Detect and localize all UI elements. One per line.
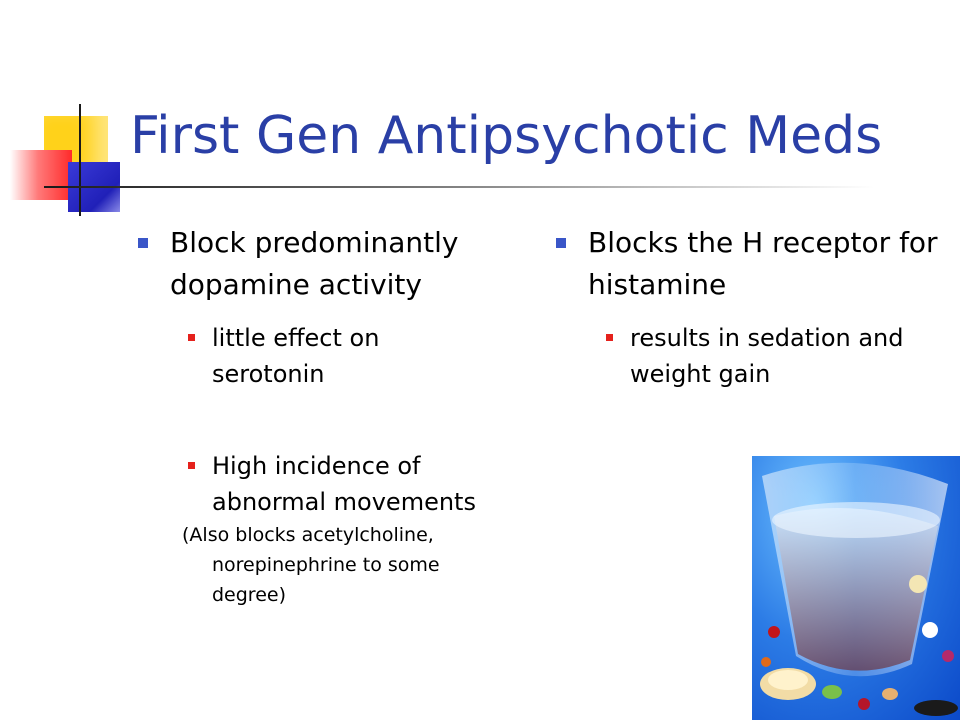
small-square-bullet-icon: [188, 334, 195, 341]
title-underline: [44, 186, 874, 188]
left-sub-bullet-text: High incidence of abnormal movements: [212, 452, 476, 516]
pill: [822, 685, 842, 699]
pill: [909, 575, 927, 593]
square-bullet-icon: [556, 238, 566, 248]
deco-red-square: [10, 150, 72, 200]
right-column: [548, 222, 948, 392]
left-sub-bullet: [130, 320, 490, 392]
pills-glass-illustration: [752, 456, 960, 720]
deco-vertical-line: [79, 104, 81, 216]
pill: [942, 650, 954, 662]
right-main-bullet-text: Blocks the H receptor for histamine: [588, 226, 938, 301]
pills-glass-photo: [752, 456, 960, 720]
pill: [922, 622, 938, 638]
right-sub-bullet: [548, 320, 948, 392]
small-square-bullet-icon: [606, 334, 613, 341]
left-sub-bullet-text: little effect on serotonin: [212, 324, 380, 388]
left-sub-bullet: [130, 448, 490, 520]
pill: [768, 670, 808, 690]
left-main-bullet-text: Block predominantly dopamine activity: [170, 226, 459, 301]
capsule: [914, 700, 958, 716]
pill: [761, 657, 771, 667]
left-main-bullet: [130, 222, 490, 306]
note-line: (Also blocks acetylcholine,: [182, 524, 434, 546]
pill: [882, 688, 898, 700]
pill: [768, 626, 780, 638]
note-line: degree): [212, 584, 286, 606]
right-sub-bullet-text: results in sedation and weight gain: [630, 324, 904, 388]
left-column: [130, 222, 490, 610]
note-line: norepinephrine to some: [212, 554, 440, 576]
left-note: [130, 520, 490, 610]
slide-title: First Gen Antipsychotic Meds: [130, 106, 883, 166]
water-surface: [772, 502, 940, 538]
small-square-bullet-icon: [188, 462, 195, 469]
pill: [858, 698, 870, 710]
right-main-bullet: [548, 222, 948, 306]
square-bullet-icon: [138, 238, 148, 248]
